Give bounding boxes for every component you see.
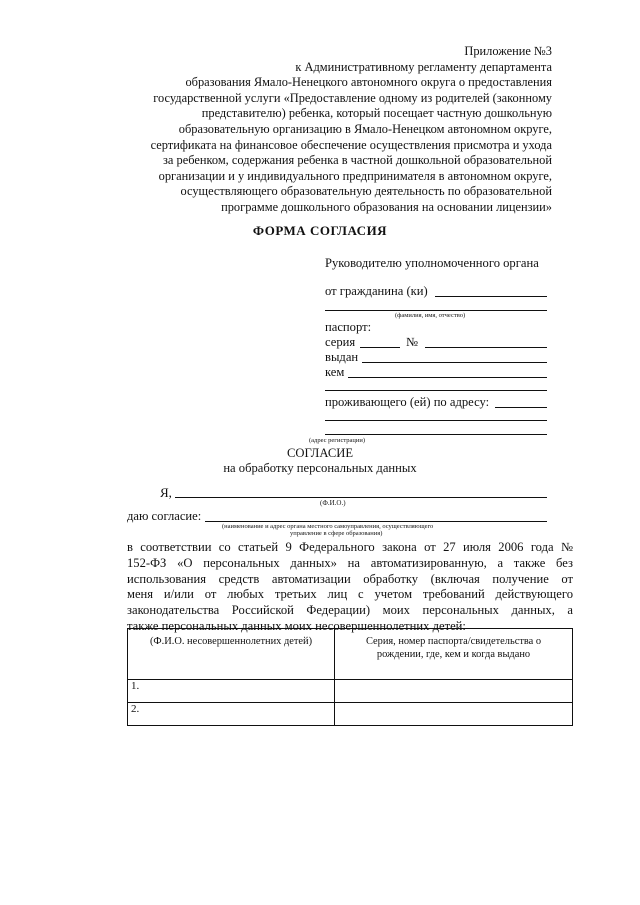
appendix-line: организации и у индивидуального предпринимателя в автономном округе, [158, 168, 552, 183]
give-consent-label: даю согласие: [127, 509, 202, 523]
issued-by-label: кем [325, 365, 345, 379]
appendix-line: сертификата на финансовое обеспечение осуществления присмотра и ухода [150, 137, 552, 152]
issued-by-field[interactable] [348, 377, 547, 378]
number-label: № [406, 335, 419, 349]
consent-fio-hint: (Ф.И.О.) [320, 499, 346, 507]
table-row [128, 703, 573, 726]
consent-fio-field[interactable] [175, 497, 547, 498]
issued-field[interactable] [362, 362, 547, 363]
header-document: Серия, номер паспорта/свидетельства о рождении, где, кем и когда выдано [335, 629, 573, 680]
number-field[interactable] [425, 347, 547, 348]
from-citizen-field[interactable] [435, 296, 547, 297]
address-field[interactable] [495, 407, 547, 408]
form-title: ФОРМА СОГЛАСИЯ [252, 223, 388, 238]
issued-by-field-2[interactable] [325, 390, 547, 391]
fio-hint: (фамилия, имя, отчество) [395, 312, 466, 319]
i-label: Я, [160, 485, 172, 500]
consent-body-line: законодательства Российской Федерации) моих персональных данных, а [127, 603, 573, 618]
consent-body-line: также персональных данных моих несовершеннолетних детей: [127, 618, 466, 633]
row-number: 2. [128, 703, 335, 726]
address-field-3[interactable] [325, 434, 547, 435]
fio-field[interactable] [325, 310, 547, 311]
table-row [128, 680, 573, 703]
row-number: 1. [128, 680, 335, 703]
from-citizen-label: от гражданина (ки) [325, 284, 428, 298]
org-hint-1: (наименование и адрес органа местного самоуправления, осуществляющего [222, 523, 434, 530]
org-hint-2: управление в сфере образования) [290, 530, 383, 537]
children-table [127, 628, 573, 726]
consent-body-line: в соответствии со статьей 9 Федерального закона от 27 июля 2006 года № [127, 540, 573, 554]
appendix-line: осуществляющего образовательную деятельность по образовательной [180, 184, 552, 199]
consent-body-line: 152-ФЗ «О персональных данных» на автоматизированную, а также без [127, 555, 573, 570]
series-field[interactable] [360, 347, 400, 348]
row-document-cell[interactable] [335, 703, 573, 726]
consent-body-line: использования средств автоматизации обработку (включая получение от [127, 571, 573, 586]
organization-field[interactable] [205, 521, 547, 522]
appendix-line: образовательную организацию в Ямало-Ненецком автономном округе, [178, 121, 552, 136]
appendix-line: представителю) ребенка, который посещает частную дошкольную [201, 106, 552, 121]
consent-body-line: меня и/или от любых третьих лиц с учетом требований действующего [127, 587, 573, 602]
addressee-to: Руководителю уполномоченного органа [325, 256, 539, 270]
address-hint: (адрес регистрации) [309, 437, 365, 444]
appendix-line: программе дошкольного образования на основании лицензии» [221, 199, 552, 214]
row-document-cell[interactable] [335, 680, 573, 703]
appendix-line: к Административному регламенту департамента [295, 59, 552, 74]
residing-label: проживающего (ей) по адресу: [325, 395, 490, 409]
appendix-line: за ребенком, содержания ребенка в частной дошкольной образовательной [163, 153, 552, 168]
appendix-line: Приложение №3 [464, 44, 552, 58]
table-header-row [128, 629, 573, 680]
appendix-line: образования Ямало-Ненецкого автономного округа о предоставления [185, 75, 552, 90]
passport-label: паспорт: [325, 320, 372, 334]
series-label: серия [325, 335, 356, 349]
header-children-fio: (Ф.И.О. несовершеннолетних детей) [128, 629, 335, 680]
issued-label: выдан [325, 350, 359, 364]
appendix-header [112, 44, 552, 216]
consent-body [127, 540, 573, 635]
consent-subtitle: на обработку персональных данных [223, 461, 417, 475]
address-field-2[interactable] [325, 420, 547, 421]
appendix-line: государственной услуги «Предоставление одному из родителей (законному [153, 90, 552, 105]
consent-title: СОГЛАСИЕ [286, 446, 354, 460]
